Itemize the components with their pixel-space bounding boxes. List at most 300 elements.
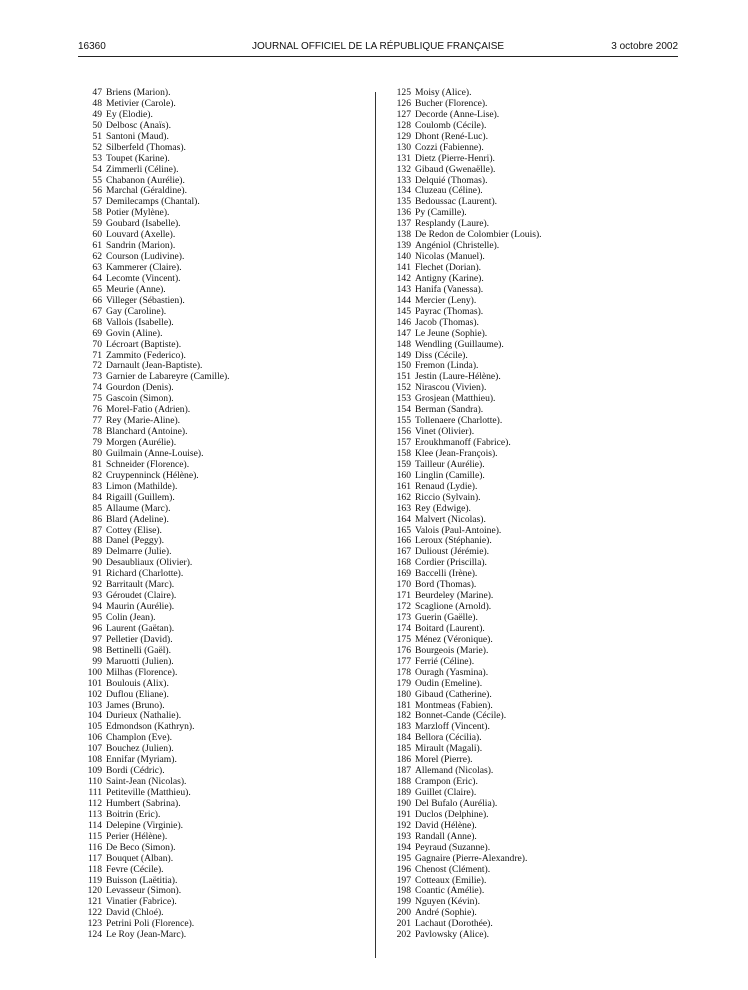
- entry-name: Petiteville (Matthieu).: [106, 787, 191, 798]
- entry-number: 184: [396, 732, 411, 744]
- entry-number: 110: [87, 776, 102, 788]
- entry-number: 192: [396, 819, 411, 831]
- entry-name: Cozzi (Fabienne).: [415, 141, 484, 153]
- entry-number: 59: [92, 218, 102, 230]
- entry-name: Santoni (Maud).: [106, 130, 169, 142]
- entry-name: Bord (Thomas).: [415, 579, 477, 591]
- entry-name: Cruypenninck (Hélène).: [106, 469, 199, 481]
- entry-number: 149: [396, 349, 411, 361]
- list-item: [82, 865, 230, 876]
- entry-name: Payrac (Thomas).: [415, 305, 484, 317]
- list-item: [82, 668, 230, 679]
- entry-number: 95: [92, 612, 102, 623]
- entry-name: Maruotti (Julien).: [106, 655, 174, 667]
- entry-number: 151: [396, 371, 411, 383]
- entry-number: 124: [87, 929, 102, 941]
- entry-name: Mercier (Leny).: [415, 294, 477, 306]
- entry-number: 58: [92, 207, 102, 219]
- entry-number: 150: [396, 360, 411, 372]
- entry-name: Tailleur (Aurélie).: [415, 458, 485, 470]
- entry-number: 172: [396, 601, 411, 613]
- entry-name: Scaglione (Arnold).: [415, 601, 492, 613]
- entry-number: 183: [396, 721, 411, 733]
- entry-name: David (Chloé).: [106, 907, 164, 919]
- entry-number: 197: [396, 874, 411, 886]
- entry-name: Hanifa (Vanessa).: [415, 283, 484, 295]
- entry-number: 68: [92, 316, 102, 328]
- entry-name: Le Roy (Jean-Marc).: [106, 929, 187, 941]
- entry-name: Humbert (Sabrina).: [106, 797, 181, 809]
- entry-name: James (Bruno).: [106, 699, 165, 711]
- entry-name: Schneider (Florence).: [106, 458, 190, 470]
- entry-name: De Beco (Simon).: [106, 841, 176, 853]
- entry-name: Morel (Pierre).: [415, 754, 473, 766]
- entry-name: Delbosc (Anaïs).: [106, 119, 172, 131]
- entry-name: Blard (Adeline).: [106, 513, 169, 525]
- list-item: [389, 515, 542, 526]
- entry-number: 48: [92, 97, 102, 109]
- entry-name: Lécroart (Baptiste).: [106, 338, 182, 350]
- list-item: [82, 143, 230, 154]
- page-number: 16360: [78, 41, 106, 52]
- entry-number: 161: [396, 480, 411, 492]
- entry-name: Delquié (Thomas).: [415, 174, 488, 186]
- entry-name: Vinatier (Fabrice).: [106, 896, 177, 908]
- entry-name: Sandrin (Marion).: [106, 240, 176, 252]
- list-item: [82, 329, 230, 340]
- entry-name: Chenost (Clément).: [415, 863, 491, 875]
- entry-number: 131: [396, 152, 411, 164]
- entry-number: 170: [396, 579, 411, 591]
- entry-number: 146: [396, 316, 411, 328]
- entry-name: Bellora (Cécilia).: [415, 732, 482, 744]
- entry-number: 63: [92, 262, 102, 273]
- entry-name: Louvard (Axelle).: [106, 229, 176, 241]
- entry-number: 70: [92, 338, 102, 350]
- entry-number: 81: [92, 458, 102, 470]
- entry-number: 91: [92, 568, 102, 580]
- entry-number: 134: [396, 185, 411, 197]
- list-item: [389, 668, 542, 679]
- entry-name: Resplandy (Laure).: [415, 218, 490, 230]
- list-item: [389, 679, 542, 690]
- list-item: [389, 690, 542, 701]
- entry-number: 121: [87, 896, 102, 908]
- list-item: [389, 143, 542, 154]
- entry-number: 53: [92, 152, 102, 164]
- entry-number: 129: [396, 130, 411, 142]
- entry-number: 103: [87, 699, 102, 711]
- entry-number: 54: [92, 163, 102, 175]
- entry-name: Pelletier (David).: [106, 633, 173, 645]
- entry-name: Potier (Mylène).: [106, 207, 170, 219]
- entry-number: 177: [396, 655, 411, 667]
- entry-number: 162: [396, 491, 411, 503]
- entry-name: Gourdon (Denis).: [106, 382, 174, 394]
- entry-number: 72: [92, 360, 102, 372]
- entry-number: 191: [396, 808, 411, 820]
- entry-number: 160: [396, 469, 411, 481]
- entry-number: 93: [92, 590, 102, 602]
- entry-name: Desaubliaux (Olivier).: [106, 557, 193, 569]
- entry-name: Flechet (Dorian).: [415, 262, 482, 273]
- entry-name: David (Hélène).: [415, 819, 477, 831]
- entry-name: Oudin (Emeline).: [415, 677, 483, 689]
- entry-number: 181: [396, 699, 411, 711]
- entry-number: 51: [92, 130, 102, 142]
- entry-number: 186: [396, 754, 411, 766]
- entry-name: Peyraud (Suzanne).: [415, 841, 491, 853]
- entry-name: Delepine (Virginie).: [106, 819, 184, 831]
- entry-name: Demilecamps (Chantal).: [106, 196, 200, 208]
- entry-name: Chabanon (Aurélie).: [106, 174, 185, 186]
- entry-name: Valois (Paul-Antoine).: [415, 524, 502, 536]
- entry-number: 101: [87, 677, 102, 689]
- entry-number: 111: [88, 787, 102, 798]
- entry-number: 102: [87, 688, 102, 700]
- entry-number: 109: [87, 765, 102, 777]
- entry-name: Bedoussac (Laurent).: [415, 196, 498, 208]
- entry-number: 168: [396, 557, 411, 569]
- entry-number: 180: [396, 688, 411, 700]
- entry-number: 107: [87, 743, 102, 755]
- entry-number: 92: [92, 579, 102, 591]
- entry-number: 88: [92, 535, 102, 547]
- entry-number: 56: [92, 185, 102, 197]
- entry-number: 78: [92, 426, 102, 438]
- entry-number: 143: [396, 283, 411, 295]
- entry-number: 97: [92, 633, 102, 645]
- entry-name: Villeger (Sébastien).: [106, 294, 185, 306]
- entry-number: 66: [92, 294, 102, 306]
- entry-number: 82: [92, 469, 102, 481]
- entry-number: 114: [87, 819, 102, 831]
- entry-name: Grosjean (Matthieu).: [415, 393, 496, 405]
- entry-name: Delmarre (Julie).: [106, 546, 172, 558]
- entry-number: 173: [396, 612, 411, 623]
- entry-number: 200: [396, 907, 411, 919]
- entry-name: Beurdeley (Marine).: [415, 590, 494, 602]
- entry-number: 145: [396, 305, 411, 317]
- entry-name: Ennifar (Myriam).: [106, 754, 177, 766]
- page-header: [78, 41, 678, 55]
- entry-name: Perier (Hélène).: [106, 830, 168, 842]
- header-rule: [78, 56, 678, 57]
- entry-name: Meurie (Anne).: [106, 283, 166, 295]
- list-item: [389, 329, 542, 340]
- names-column-right: [389, 88, 542, 941]
- entry-number: 154: [396, 404, 411, 416]
- entry-number: 157: [396, 437, 411, 448]
- entry-number: 159: [396, 458, 411, 470]
- entry-name: Edmondson (Kathryn).: [106, 721, 195, 733]
- entry-name: Lecomte (Vincent).: [106, 272, 181, 284]
- entry-number: 57: [92, 196, 102, 208]
- entry-name: Del Bufalo (Aurélia).: [415, 797, 498, 809]
- entry-name: Tollenaere (Charlotte).: [415, 415, 503, 427]
- entry-name: Kammerer (Claire).: [106, 262, 182, 273]
- list-item: [389, 865, 542, 876]
- entry-name: Silberfeld (Thomas).: [106, 141, 186, 153]
- entry-number: 179: [396, 677, 411, 689]
- entry-name: Montmeas (Fabien).: [415, 699, 493, 711]
- entry-name: Courson (Ludivine).: [106, 251, 185, 263]
- list-item: [389, 154, 542, 165]
- entry-number: 112: [87, 797, 102, 809]
- entry-name: Randall (Anne).: [415, 830, 477, 842]
- entry-number: 152: [396, 382, 411, 394]
- entry-name: Bucher (Florence).: [415, 97, 488, 109]
- entry-name: Gibaud (Catherine).: [415, 688, 492, 700]
- entry-name: Rey (Marie-Aline).: [106, 415, 181, 427]
- entry-name: Baccelli (Irène).: [415, 568, 478, 580]
- entry-number: 130: [396, 141, 411, 153]
- list-item: [389, 930, 542, 941]
- entry-name: Bouchez (Julien).: [106, 743, 174, 755]
- entry-name: André (Sophie).: [415, 907, 477, 919]
- entry-number: 106: [87, 732, 102, 744]
- entry-number: 174: [396, 622, 411, 634]
- entry-number: 116: [87, 841, 102, 853]
- column-divider: [375, 92, 376, 958]
- entry-name: Darnault (Jean-Baptiste).: [106, 360, 203, 372]
- entry-name: Wendling (Guillaume).: [415, 338, 504, 350]
- entry-name: Bouquet (Alban).: [106, 852, 174, 864]
- entry-number: 94: [92, 601, 102, 613]
- list-item: [82, 854, 230, 865]
- entry-number: 133: [396, 174, 411, 186]
- entry-number: 189: [396, 787, 411, 798]
- entry-name: Laurent (Gaëtan).: [106, 622, 175, 634]
- entry-name: Blanchard (Antoine).: [106, 426, 188, 438]
- entry-name: Danel (Peggy).: [106, 535, 165, 547]
- entry-name: Coantic (Amélie).: [415, 885, 485, 897]
- list-item: [389, 340, 542, 351]
- entry-name: Gay (Caroline).: [106, 305, 167, 317]
- list-item: [82, 930, 230, 941]
- entry-number: 108: [87, 754, 102, 766]
- entry-number: 120: [87, 885, 102, 897]
- list-item: [389, 504, 542, 515]
- entry-name: Vallois (Isabelle).: [106, 316, 174, 328]
- entry-name: Bordi (Cédric).: [106, 765, 165, 777]
- entry-name: Garnier de Labareyre (Camille).: [106, 371, 230, 383]
- entry-number: 135: [396, 196, 411, 208]
- entry-number: 90: [92, 557, 102, 569]
- entry-name: Malvert (Nicolas).: [415, 513, 486, 525]
- entry-number: 155: [396, 415, 411, 427]
- entry-name: Klee (Jean-François).: [415, 447, 498, 459]
- entry-number: 126: [396, 97, 411, 109]
- names-column-left: [82, 88, 230, 941]
- entry-number: 125: [396, 87, 411, 98]
- entry-name: Petrini Poli (Florence).: [106, 918, 195, 930]
- entry-number: 141: [396, 262, 411, 273]
- entry-number: 50: [92, 119, 102, 131]
- entry-number: 156: [396, 426, 411, 438]
- entry-name: Le Jeune (Sophie).: [415, 327, 488, 339]
- entry-number: 142: [396, 272, 411, 284]
- entry-number: 169: [396, 568, 411, 580]
- entry-number: 123: [87, 918, 102, 930]
- entry-name: Boitard (Laurent).: [415, 622, 485, 634]
- entry-name: Linglin (Camille).: [415, 469, 485, 481]
- entry-number: 198: [396, 885, 411, 897]
- entry-number: 55: [92, 174, 102, 186]
- entry-number: 98: [92, 644, 102, 656]
- entry-number: 83: [92, 480, 102, 492]
- entry-number: 104: [87, 710, 102, 722]
- entry-name: Duflou (Eliane).: [106, 688, 169, 700]
- entry-name: Vinet (Olivier).: [415, 426, 475, 438]
- entry-name: Milhas (Florence).: [106, 666, 178, 678]
- entry-number: 202: [396, 929, 411, 941]
- entry-number: 69: [92, 327, 102, 339]
- entry-number: 85: [92, 502, 102, 514]
- entry-name: Ménez (Véronique).: [415, 633, 493, 645]
- list-item: [82, 515, 230, 526]
- entry-name: Bourgeois (Marie).: [415, 644, 489, 656]
- entry-number: 167: [396, 546, 411, 558]
- entry-number: 196: [396, 863, 411, 875]
- entry-name: Dhont (René-Luc).: [415, 130, 488, 142]
- entry-name: Ferrié (Céline).: [415, 655, 475, 667]
- entry-name: Renaud (Lydie).: [415, 480, 478, 492]
- entry-number: 163: [396, 502, 411, 514]
- list-item: [389, 493, 542, 504]
- entry-name: Goubard (Isabelle).: [106, 218, 181, 230]
- list-item: [82, 690, 230, 701]
- entry-name: Marchal (Géraldine).: [106, 185, 187, 197]
- entry-number: 76: [92, 404, 102, 416]
- entry-name: Rigaill (Guillem).: [106, 491, 175, 503]
- entry-number: 65: [92, 283, 102, 295]
- entry-number: 89: [92, 546, 102, 558]
- list-item: [389, 165, 542, 176]
- entry-number: 119: [87, 874, 102, 886]
- entry-name: Guillet (Claire).: [415, 787, 477, 798]
- entry-name: Cotteaux (Emilie).: [415, 874, 487, 886]
- entry-name: Gascoin (Simon).: [106, 393, 174, 405]
- list-item: [389, 843, 542, 854]
- entry-number: 164: [396, 513, 411, 525]
- entry-name: Cordier (Priscilla).: [415, 557, 487, 569]
- entry-name: Pavlowsky (Alice).: [415, 929, 490, 941]
- entry-number: 99: [92, 655, 102, 667]
- entry-number: 115: [87, 830, 102, 842]
- entry-number: 100: [87, 666, 102, 678]
- entry-number: 73: [92, 371, 102, 383]
- entry-number: 153: [396, 393, 411, 405]
- entry-name: Briens (Marion).: [106, 87, 171, 98]
- entry-name: Boulouis (Alix).: [106, 677, 169, 689]
- entry-name: Cottey (Elise).: [106, 524, 162, 536]
- list-item: [82, 504, 230, 515]
- entry-number: 158: [396, 447, 411, 459]
- entry-name: Zimmerli (Céline).: [106, 163, 179, 175]
- entry-number: 113: [87, 808, 102, 820]
- entry-number: 128: [396, 119, 411, 131]
- entry-name: Fevre (Cécile).: [106, 863, 164, 875]
- entry-number: 75: [92, 393, 102, 405]
- entry-number: 195: [396, 852, 411, 864]
- entry-number: 201: [396, 918, 411, 930]
- entry-name: Gibaud (Gwenaëlle).: [415, 163, 496, 175]
- entry-number: 105: [87, 721, 102, 733]
- entry-number: 194: [396, 841, 411, 853]
- entry-number: 139: [396, 240, 411, 252]
- entry-name: Diss (Cécile).: [415, 349, 468, 361]
- entry-number: 60: [92, 229, 102, 241]
- entry-number: 178: [396, 666, 411, 678]
- entry-name: Angéniol (Christelle).: [415, 240, 500, 252]
- entry-number: 49: [92, 108, 102, 120]
- entry-number: 47: [92, 87, 102, 98]
- entry-number: 80: [92, 447, 102, 459]
- entry-name: Guerin (Gaëlle).: [415, 612, 478, 623]
- entry-name: Duclos (Delphine).: [415, 808, 489, 820]
- list-item: [389, 318, 542, 329]
- entry-name: Py (Camille).: [415, 207, 467, 219]
- entry-name: Jacob (Thomas).: [415, 316, 479, 328]
- entry-number: 118: [87, 863, 102, 875]
- entry-number: 62: [92, 251, 102, 263]
- entry-number: 79: [92, 437, 102, 448]
- list-item: [82, 679, 230, 690]
- entry-name: Nguyen (Kévin).: [415, 896, 481, 908]
- entry-number: 199: [396, 896, 411, 908]
- entry-name: Lachaut (Dorothée).: [415, 918, 493, 930]
- entry-name: Richard (Charlotte).: [106, 568, 184, 580]
- list-item: [82, 99, 230, 110]
- entry-name: Dietz (Pierre-Henri).: [415, 152, 495, 164]
- entry-name: Géroudet (Claire).: [106, 590, 177, 602]
- entry-number: 140: [396, 251, 411, 263]
- entry-number: 185: [396, 743, 411, 755]
- entry-number: 175: [396, 633, 411, 645]
- entry-name: Colin (Jean).: [106, 612, 156, 623]
- entry-name: Allaume (Marc).: [106, 502, 171, 514]
- entry-name: De Redon de Colombier (Louis).: [415, 229, 542, 241]
- entry-name: Saint-Jean (Nicolas).: [106, 776, 187, 788]
- entry-name: Marzloff (Vincent).: [415, 721, 490, 733]
- entry-number: 52: [92, 141, 102, 153]
- entry-number: 137: [396, 218, 411, 230]
- entry-number: 193: [396, 830, 411, 842]
- entry-number: 122: [87, 907, 102, 919]
- entry-name: Limon (Mathilde).: [106, 480, 178, 492]
- entry-name: Levasseur (Simon).: [106, 885, 182, 897]
- entry-name: Ouragh (Yasmina).: [415, 666, 489, 678]
- entry-number: 165: [396, 524, 411, 536]
- entry-name: Champlon (Eve).: [106, 732, 173, 744]
- entry-name: Barritault (Marc).: [106, 579, 175, 591]
- entry-name: Cluzeau (Céline).: [415, 185, 483, 197]
- entry-number: 147: [396, 327, 411, 339]
- list-item: [82, 493, 230, 504]
- entry-number: 61: [92, 240, 102, 252]
- entry-name: Rey (Edwige).: [415, 502, 471, 514]
- entry-name: Nicolas (Manuel).: [415, 251, 485, 263]
- entry-name: Crampon (Eric).: [415, 776, 478, 788]
- entry-number: 136: [396, 207, 411, 219]
- entry-number: 148: [396, 338, 411, 350]
- entry-name: Allemand (Nicolas).: [415, 765, 494, 777]
- list-item: [82, 154, 230, 165]
- entry-name: Mirault (Magali).: [415, 743, 483, 755]
- entry-name: Buisson (Laëtitia).: [106, 874, 178, 886]
- list-item: [82, 340, 230, 351]
